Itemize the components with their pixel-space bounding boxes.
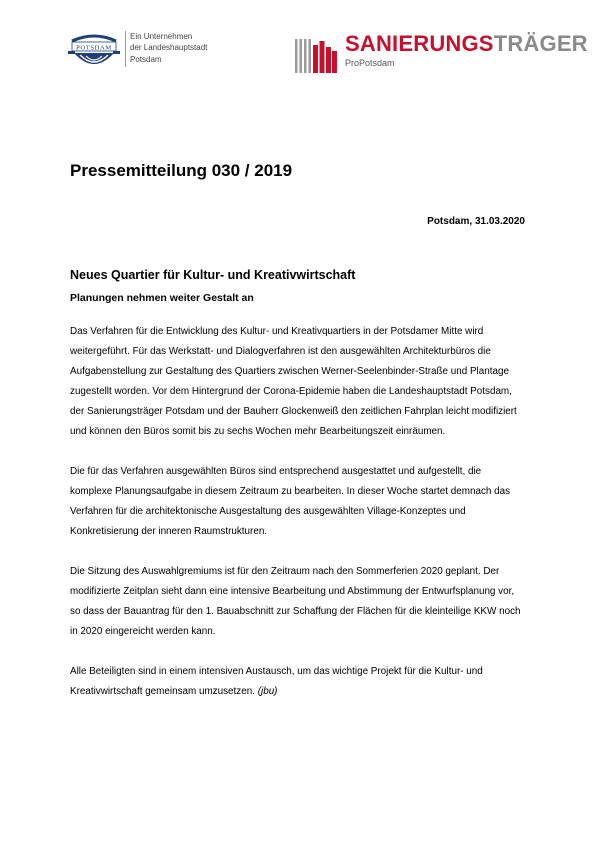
wordmark-red-part: SANIERUNGS <box>345 31 494 56</box>
logo-caption-line-3: Potsdam <box>130 54 162 64</box>
logo-divider <box>125 31 126 67</box>
place-date: Potsdam, 31.03.2020 <box>427 216 525 227</box>
subheadline: Planungen nehmen weiter Gestalt an <box>70 292 254 304</box>
paragraph-1: Das Verfahren für die Entwicklung des Kultur- und Kreativquartiers in der Potsdamer Mitte wird weitergeführt. Für das Werkstatt- und Dialogverfahren ist den ausgewählten Architekturbüros die Aufgabenstellung zur Gestaltung des Quartiers zwischen Werner-Seelenbinder-Straße und Plantage zugestellt worden. Vor dem Hintergrund der Corona-Epidemie haben die Landeshauptstadt Potsdam, der Sanierungsträger Potsdam und der Bauherr Glockenweiß den zeitlichen Fahrplan leicht modifiziert und können den Büros somit bis zu sechs Wochen mehr Bearbeitungszeit einräumen. <box>70 326 517 437</box>
sanierungstraeger-subline: ProPotsdam <box>345 58 395 68</box>
paragraph-4 <box>70 662 526 702</box>
sanierungstraeger-bars-icon <box>295 33 337 73</box>
author-signature: (jbu) <box>257 686 278 697</box>
logo-caption-line-1: Ein Unternehmen <box>130 32 193 41</box>
paragraph-3: Die Sitzung des Auswahlgremiums ist für den Zeitraum nach den Sommerferien 2020 geplant. Der modifizierte Zeitplan sieht dann eine intensive Bearbeitung und Abstimmung der Entwurfsplanung vor, so dass der Bauantrag für den 1. Bauabschnitt zur Schaffung der Flächen für die kleinteilige KKW noch in 2020 eingereicht werden kann. <box>70 566 521 637</box>
potsdam-logo-wordmark: POTSDAM <box>76 44 112 52</box>
sanierungstraeger-wordmark <box>345 31 588 57</box>
logo-caption-line-2: der Landeshauptstadt <box>130 43 208 53</box>
headline: Neues Quartier für Kultur- und Kreativwirtschaft <box>70 268 356 282</box>
paragraph-4-text: Alle Beteiligten sind in einem intensiven Austausch, um das wichtige Projekt für die Kultur- und Kreativwirtschaft gemeinsam umzusetzen. <box>70 666 483 697</box>
wordmark-grey-part: TRÄGER <box>493 31 588 56</box>
potsdam-eagle-seal-icon <box>68 31 120 73</box>
body-text <box>70 322 526 722</box>
paragraph-2: Die für das Verfahren ausgewählten Büros sind entsprechend ausgestattet und aufgestellt, die komplexe Planungsaufgabe in diesem Zeitraum zu bearbeiten. In dieser Woche startet demnach das Verfahren für die architektonische Ausgestaltung des ausgewählten Village-Konzeptes und Konkretisierung der inneren Raumstrukturen. <box>70 466 511 537</box>
press-release-title: Pressemitteilung 030 / 2019 <box>70 161 293 180</box>
potsdam-logo-caption <box>130 31 250 65</box>
